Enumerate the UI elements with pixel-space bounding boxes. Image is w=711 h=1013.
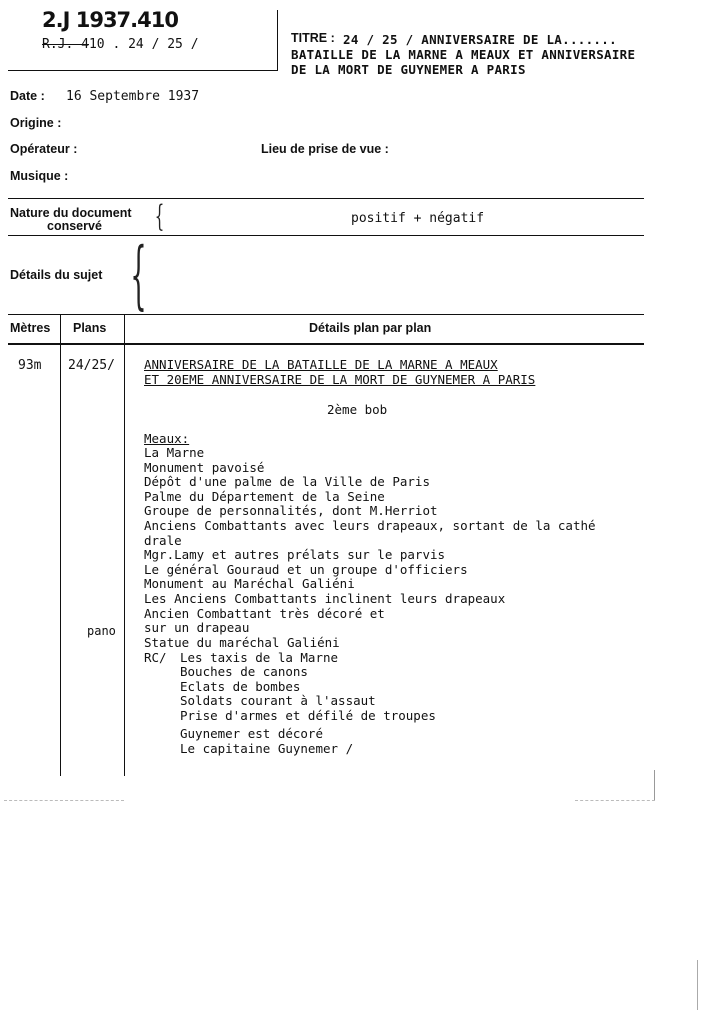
titre-line-2: BATAILLE DE LA MARNE A MEAUX ET ANNIVERSAIRE bbox=[291, 47, 636, 62]
column-rule-2 bbox=[124, 314, 125, 776]
shot-line: Guynemer est décoré bbox=[180, 726, 323, 741]
shot-list-continued bbox=[144, 621, 340, 650]
nature-label-line2: conservé bbox=[47, 219, 102, 233]
shot-line: Soldats courant à l'assaut bbox=[180, 693, 376, 709]
titre-line-3: DE LA MORT DE GUYNEMER A PARIS bbox=[291, 62, 526, 77]
table-title-line-1: ANNIVERSAIRE DE LA BATAILLE DE LA MARNE A MEAUX bbox=[144, 357, 498, 372]
shot-line: Palme du Département de la Seine bbox=[144, 488, 385, 504]
details-sujet-label: Détails du sujet bbox=[10, 268, 103, 282]
shot-line: sur un drapeau bbox=[144, 620, 250, 635]
plans-value: 24/25/ bbox=[68, 358, 115, 373]
shot-line: Monument pavoisé bbox=[144, 459, 265, 475]
scan-bracket-right bbox=[654, 770, 655, 800]
scan-dashes-right bbox=[575, 800, 655, 801]
reference-current: 10 . 24 / 25 / bbox=[88, 37, 199, 52]
date-value: 16 Septembre 1937 bbox=[66, 89, 200, 104]
shot-line: drale bbox=[144, 532, 182, 548]
table-title-line-2: ET 20EME ANNIVERSAIRE DE LA MORT DE GUYNEMER A PARIS bbox=[144, 372, 536, 387]
rule-after-details bbox=[8, 314, 644, 315]
shot-line: Groupe de personnalités, dont M.Herriot bbox=[144, 503, 438, 519]
titre-label: TITRE : bbox=[291, 31, 335, 45]
col-metres-header: Mètres bbox=[10, 321, 51, 335]
shot-line: Les Anciens Combattants inclinent leurs drapeaux bbox=[144, 590, 506, 606]
bob-label: 2ème bob bbox=[327, 402, 388, 417]
shot-line: Mgr.Lamy et autres prélats sur le parvis bbox=[144, 547, 446, 563]
shot-line: Dépôt d'une palme de la Ville de Paris bbox=[144, 474, 430, 490]
shot-line: Bouches de canons bbox=[180, 664, 308, 679]
operateur-label: Opérateur : bbox=[10, 142, 78, 156]
nature-value: positif + négatif bbox=[351, 211, 485, 226]
table-header-rule bbox=[8, 343, 644, 345]
header-divider-vertical bbox=[277, 10, 278, 70]
shot-line: Le général Gouraud et un groupe d'officiers bbox=[144, 561, 468, 577]
details-sujet-brace: { bbox=[130, 232, 147, 318]
musique-label: Musique : bbox=[10, 169, 69, 183]
shot-line: Statue du maréchal Galiéni bbox=[144, 634, 340, 650]
shot-line: Anciens Combattants avec leurs drapeaux, sortant de la cathé bbox=[144, 517, 596, 533]
rc-prefix: RC/ bbox=[144, 650, 167, 665]
shot-list bbox=[144, 446, 596, 621]
shot-line: Prise d'armes et défilé de troupes bbox=[180, 707, 436, 723]
col-plans-header: Plans bbox=[73, 321, 107, 335]
reference-number bbox=[42, 37, 199, 52]
scan-dashes-left bbox=[4, 800, 124, 801]
scan-bracket-edge bbox=[697, 960, 698, 1010]
final-list bbox=[180, 727, 353, 756]
origine-label: Origine : bbox=[10, 116, 62, 130]
rule-before-nature bbox=[8, 198, 644, 199]
shot-line: Eclats de bombes bbox=[180, 678, 301, 694]
handwritten-reference: 2.J 1937.410 bbox=[42, 8, 178, 32]
date-label: Date : bbox=[10, 89, 45, 103]
shot-line: Monument au Maréchal Galiéni bbox=[144, 576, 355, 592]
shot-line: La Marne bbox=[144, 445, 205, 460]
nature-brace: { bbox=[154, 199, 165, 234]
rc-list bbox=[180, 665, 436, 723]
section-heading: Meaux: bbox=[144, 431, 190, 446]
header-divider-horizontal bbox=[8, 70, 278, 71]
metres-value: 93m bbox=[18, 358, 42, 373]
titre-line-1: 24 / 25 / ANNIVERSAIRE DE LA....... bbox=[343, 32, 617, 47]
pano-note: pano bbox=[87, 624, 116, 638]
column-rule-1 bbox=[60, 314, 61, 776]
nature-label-line1: Nature du document bbox=[10, 206, 132, 220]
reference-old-struck: R.J. 4 bbox=[42, 37, 89, 52]
col-details-header: Détails plan par plan bbox=[309, 321, 432, 335]
lieu-label: Lieu de prise de vue : bbox=[261, 142, 389, 156]
rc-first-line: Les taxis de la Marne bbox=[180, 650, 339, 665]
rule-after-nature bbox=[8, 235, 644, 236]
shot-line: Le capitaine Guynemer / bbox=[180, 740, 354, 756]
shot-line: Ancien Combattant très décoré et bbox=[144, 605, 385, 621]
